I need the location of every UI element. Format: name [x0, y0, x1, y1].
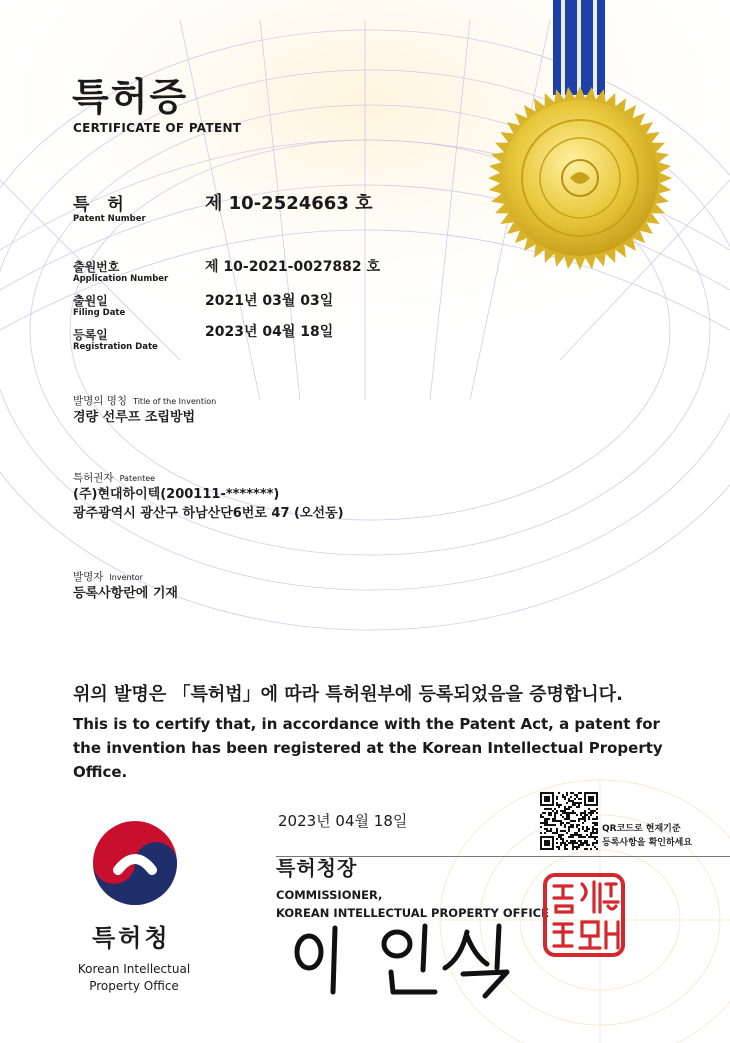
- registration-date-label-en: Registration Date: [73, 342, 158, 352]
- filing-date-label-en: Filing Date: [73, 308, 126, 318]
- registration-date-value: 2023년 04월 18일: [205, 324, 334, 340]
- inventor-label-en: Inventor: [109, 573, 143, 582]
- qr-code-icon[interactable]: [540, 792, 598, 850]
- certification-text-en: This is to certify that, in accordance with the Patent Act, a patent for the invention has been registered at the Korean Intellectual Property Office.: [73, 715, 663, 781]
- certificate-title: 특허증: [72, 75, 189, 119]
- qr-note: [602, 822, 692, 850]
- patentee-name: (주)현대하이텍(200111-*******): [73, 487, 280, 502]
- invention-label-en: Title of the Invention: [133, 397, 217, 406]
- gold-seal-icon: [488, 86, 672, 270]
- qr-note-line2: 등록사항을 확인하세요: [602, 838, 693, 848]
- filing-date-value: 2021년 03월 03일: [205, 293, 334, 309]
- official-stamp-icon: [542, 872, 626, 958]
- kipo-name-ko: 특허청: [92, 924, 171, 952]
- registration-date-label: 등록일: [73, 328, 108, 342]
- inventor-value: 등록사항란에 기재: [73, 586, 178, 601]
- filing-date-label: 출원일: [73, 294, 108, 308]
- kipo-name-en: Korean Intellectual Property Office: [77, 962, 191, 993]
- taegeuk-logo-icon: [90, 818, 180, 908]
- application-number-value: 제 10-2021-0027882 호: [205, 259, 381, 275]
- patent-number-label-en: Patent Number: [73, 214, 146, 224]
- application-number-label: 출원번호: [73, 260, 120, 274]
- commissioner-title-en: [276, 886, 549, 922]
- patentee-label-en: Patentee: [119, 474, 156, 483]
- certification-text-ko: 위의 발명은 「특허법」에 따라 특허원부에 등록되었음을 증명합니다.: [73, 684, 623, 705]
- invention-title: 경량 선루프 조립방법: [73, 410, 196, 425]
- commissioner-underline: [276, 856, 730, 857]
- patentee-label-ko: 특허권자: [73, 472, 114, 484]
- commissioner-en-line1: COMMISSIONER,: [276, 888, 383, 902]
- qr-note-line1: QR코드로 현재기준: [602, 824, 681, 834]
- application-number-label-en: Application Number: [73, 274, 169, 284]
- commissioner-en-line2: KOREAN INTELLECTUAL PROPERTY OFFICE: [276, 906, 549, 920]
- invention-label-ko: 발명의 명칭: [73, 395, 128, 407]
- patentee-address: 광주광역시 광산구 하남산단6번로 47 (오선동): [73, 506, 344, 521]
- inventor-label-ko: 발명자: [73, 571, 104, 583]
- ribbon: [553, 0, 605, 95]
- issue-date: 2023년 04월 18일: [278, 812, 408, 830]
- signature-icon: [285, 922, 525, 1002]
- commissioner-title-ko: 특허청장: [276, 856, 358, 880]
- patent-number-value: 제 10-2524663 호: [205, 193, 373, 214]
- patent-number-label: 특 허: [73, 195, 130, 215]
- certificate-title-en: CERTIFICATE OF PATENT: [73, 121, 242, 135]
